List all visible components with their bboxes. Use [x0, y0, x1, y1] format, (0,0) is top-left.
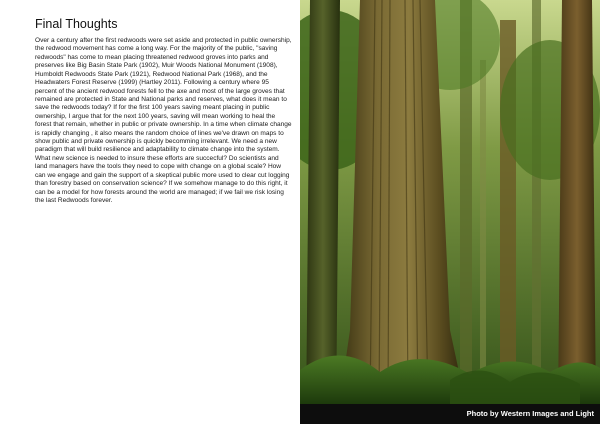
- section-heading: Final Thoughts: [35, 17, 118, 31]
- body-paragraph: Over a century after the first redwoods were set aside and protected in public ownership, the redwood movement has come a long way. For the majority of the public, "saving redwoods" has come to mean placing threatened redwood groves into parks and preserves like Big Basin State Park (1902), Muir Woods National Monument (1908), Humboldt Redwoods State Park (1921), Redwood National Park (1968), and the Headwaters Forest Reserve (1999) (Hartley 2011). Following a century where 95 percent of the ancient redwood forests fell to the axe and most of the large groves that remained are protected in State and National parks and reserves, what does it mean to save the redwoods today? If for the first 100 years saving meant placing in public ownership, I argue that for the next 100 years, saving will mean working to heal the forest that remain, whether in public or private ownership. In a time when climate change is rapidly changing , it also means the random choice of lines we've drawn on maps to show public and private ownership is quickly becomming irrelevant. We need a new paradigm that will build resilience and adaptability to climate change into the system. What new science is needed to insure these efforts are succecful? Do scientists and land managers have the tools they need to cope with change on a global scale? How can we engage and gain the support of a skeptical public more used to clear cut logging than forestry based on conservation science? If we somehow manage to do this right, it can be a model for how forests around the world are managed; if we fail we risk losing the last Redwoods forever.: [35, 37, 292, 205]
- photo-credit: Photo by Western Images and Light: [466, 409, 594, 418]
- photo-caption-bar: [300, 404, 600, 424]
- redwood-forest-photo: [300, 0, 600, 424]
- forest-illustration: [300, 0, 600, 424]
